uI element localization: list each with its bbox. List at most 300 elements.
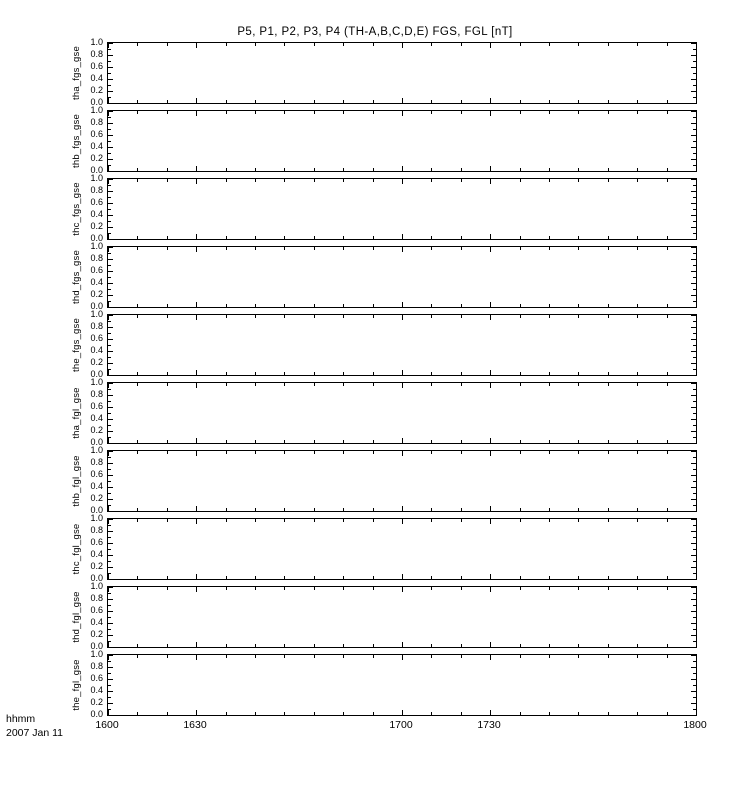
x-axis-minor-tick (226, 712, 227, 715)
x-axis-minor-tick (284, 451, 285, 454)
x-axis-minor-tick (226, 383, 227, 386)
x-axis-minor-tick (578, 372, 579, 375)
x-axis-minor-tick (255, 43, 256, 46)
y-axis-tick (108, 351, 113, 352)
y-axis-minor-tick (693, 117, 696, 118)
x-axis-minor-tick (549, 508, 550, 511)
x-axis-minor-tick (667, 315, 668, 318)
x-axis-minor-tick (549, 43, 550, 46)
y-axis-minor-tick (108, 73, 111, 74)
x-axis-minor-tick (255, 519, 256, 522)
x-axis-minor-tick (284, 508, 285, 511)
x-axis-minor-tick (608, 655, 609, 658)
y-axis-title: thc_fgl_gse (71, 523, 82, 575)
x-axis-minor-tick (520, 712, 521, 715)
plot-panel-canvas (108, 519, 696, 579)
y-axis-tick-label: 0.2 (90, 493, 103, 503)
y-axis-tick (108, 283, 113, 284)
plot-panel (107, 42, 697, 104)
x-axis-minor-tick (343, 372, 344, 375)
y-axis-tick (691, 395, 696, 396)
x-axis-minor-tick (373, 111, 374, 114)
x-axis-minor-tick (373, 655, 374, 658)
y-axis-minor-tick (693, 425, 696, 426)
y-axis-minor-tick (108, 333, 111, 334)
x-axis-minor-tick (461, 111, 462, 114)
x-axis-tick (108, 506, 109, 511)
x-axis-minor-tick (284, 43, 285, 46)
x-axis-minor-tick (549, 236, 550, 239)
x-axis-minor-tick (608, 372, 609, 375)
y-axis-minor-tick (693, 481, 696, 482)
y-axis-tick (691, 307, 696, 308)
x-axis-tick (108, 166, 109, 171)
x-axis-minor-tick (226, 372, 227, 375)
x-axis-minor-tick (255, 576, 256, 579)
y-axis-tick (691, 271, 696, 272)
x-axis-minor-tick (667, 712, 668, 715)
x-axis-minor-tick (637, 247, 638, 250)
x-axis-tick-label: 1800 (683, 719, 707, 731)
x-axis-minor-tick (373, 43, 374, 46)
y-axis-title: thb_fgl_gse (71, 455, 82, 507)
y-axis-tick (691, 611, 696, 612)
x-axis-minor-tick (520, 655, 521, 658)
y-axis-minor-tick (693, 253, 696, 254)
x-axis-minor-tick (431, 440, 432, 443)
x-axis-minor-tick (549, 383, 550, 386)
y-axis-tick (108, 147, 113, 148)
x-axis-minor-tick (461, 247, 462, 250)
y-axis-tick (108, 475, 113, 476)
y-axis-minor-tick (693, 629, 696, 630)
x-axis-tick (402, 234, 403, 239)
x-axis-minor-tick (137, 179, 138, 182)
y-axis-tick-label: 0.6 (90, 265, 103, 275)
x-axis-minor-tick (255, 712, 256, 715)
x-axis-minor-tick (226, 644, 227, 647)
y-axis-tick (108, 203, 113, 204)
x-axis-minor-tick (255, 655, 256, 658)
x-axis-tick (490, 234, 491, 239)
x-axis-minor-tick (226, 315, 227, 318)
x-axis-minor-tick (549, 587, 550, 590)
y-axis-tick (691, 679, 696, 680)
x-axis-tick (402, 111, 403, 116)
x-axis-minor-tick (578, 179, 579, 182)
x-axis-minor-tick (255, 383, 256, 386)
y-axis-tick (108, 555, 113, 556)
x-axis-minor-tick (431, 372, 432, 375)
x-axis-minor-tick (520, 236, 521, 239)
x-axis-tick (696, 370, 697, 375)
y-axis-minor-tick (108, 537, 111, 538)
plot-panel (107, 246, 697, 308)
x-axis-minor-tick (343, 247, 344, 250)
y-axis-minor-tick (108, 457, 111, 458)
x-axis-minor-tick (284, 304, 285, 307)
x-axis-tick (108, 98, 109, 103)
y-axis-tick (691, 339, 696, 340)
x-axis-tick (196, 710, 197, 715)
y-axis-tick-label: 0.4 (90, 73, 103, 83)
x-axis-minor-tick (578, 451, 579, 454)
y-axis-tick-label: 0.2 (90, 357, 103, 367)
x-axis-minor-tick (284, 440, 285, 443)
x-axis-tick (402, 574, 403, 579)
x-axis-minor-tick (608, 43, 609, 46)
x-axis-minor-tick (373, 315, 374, 318)
x-axis-tick (490, 438, 491, 443)
x-axis-minor-tick (167, 372, 168, 375)
plot-panel-canvas (108, 655, 696, 715)
x-axis-minor-tick (343, 576, 344, 579)
x-axis-minor-tick (549, 179, 550, 182)
y-axis-minor-tick (108, 697, 111, 698)
x-axis-minor-tick (578, 100, 579, 103)
x-axis-minor-tick (226, 304, 227, 307)
y-axis-tick (691, 499, 696, 500)
x-axis-minor-tick (549, 576, 550, 579)
x-axis-minor-tick (520, 372, 521, 375)
x-axis-minor-tick (637, 712, 638, 715)
y-axis-minor-tick (108, 209, 111, 210)
x-axis-minor-tick (373, 168, 374, 171)
y-axis-tick (108, 307, 113, 308)
x-axis-minor-tick (461, 519, 462, 522)
x-axis-minor-tick (314, 168, 315, 171)
x-axis-minor-tick (608, 304, 609, 307)
x-axis-minor-tick (137, 111, 138, 114)
y-axis-tick (691, 79, 696, 80)
x-axis-tick (108, 710, 109, 715)
x-axis-minor-tick (343, 100, 344, 103)
x-axis-tick (490, 98, 491, 103)
y-axis-tick (691, 475, 696, 476)
y-axis-tick (108, 511, 113, 512)
x-axis-minor-tick (255, 587, 256, 590)
x-axis-minor-tick (284, 576, 285, 579)
y-axis-minor-tick (108, 253, 111, 254)
plot-panel-canvas (108, 451, 696, 511)
x-axis-minor-tick (284, 236, 285, 239)
y-axis-tick (691, 531, 696, 532)
x-axis-tick (108, 111, 109, 116)
x-axis-minor-tick (314, 508, 315, 511)
y-axis-tick (108, 215, 113, 216)
y-axis-tick (691, 215, 696, 216)
y-axis-tick-label: 0.4 (90, 345, 103, 355)
y-axis-tick-label: 0.4 (90, 141, 103, 151)
x-axis-minor-tick (461, 383, 462, 386)
x-axis-tick (402, 315, 403, 320)
x-axis-tick (402, 642, 403, 647)
y-axis-tick (691, 351, 696, 352)
x-axis-minor-tick (667, 111, 668, 114)
x-axis-minor-tick (373, 100, 374, 103)
x-axis-tick (108, 383, 109, 388)
y-axis-title: the_fgl_gse (71, 659, 82, 711)
x-axis-minor-tick (431, 304, 432, 307)
y-axis-minor-tick (693, 661, 696, 662)
x-axis-tick (490, 655, 491, 660)
y-axis-minor-tick (693, 537, 696, 538)
x-axis-tick (490, 166, 491, 171)
time-axis-unit-label: hhmm (6, 713, 36, 725)
x-axis-minor-tick (343, 587, 344, 590)
x-axis-tick (696, 438, 697, 443)
y-axis-minor-tick (108, 49, 111, 50)
y-axis-title: tha_fgl_gse (71, 387, 82, 439)
x-axis-tick (490, 179, 491, 184)
x-axis-minor-tick (608, 587, 609, 590)
x-axis-minor-tick (343, 451, 344, 454)
x-axis-tick (402, 506, 403, 511)
x-axis-minor-tick (167, 644, 168, 647)
plot-panel (107, 382, 697, 444)
chart-title: P5, P1, P2, P3, P4 (TH-A,B,C,D,E) FGS, FGL [nT] (237, 26, 513, 38)
y-axis-tick-label: 0.6 (90, 333, 103, 343)
x-axis-tick (490, 370, 491, 375)
y-axis-tick-label: 1.0 (90, 105, 103, 115)
x-axis-minor-tick (431, 315, 432, 318)
x-axis-tick (196, 519, 197, 524)
y-axis-minor-tick (693, 289, 696, 290)
x-axis-tick (696, 710, 697, 715)
x-axis-minor-tick (549, 644, 550, 647)
y-axis-minor-tick (693, 697, 696, 698)
x-axis-tick (490, 315, 491, 320)
y-axis-tick (691, 555, 696, 556)
x-axis-minor-tick (637, 372, 638, 375)
plot-panel-canvas (108, 179, 696, 239)
x-axis-tick (490, 710, 491, 715)
y-axis-minor-tick (693, 685, 696, 686)
y-axis-tick (108, 667, 113, 668)
y-axis-minor-tick (108, 389, 111, 390)
x-axis-minor-tick (314, 304, 315, 307)
x-axis-tick (108, 587, 109, 592)
x-axis-minor-tick (578, 440, 579, 443)
y-axis-tick (691, 67, 696, 68)
y-axis-tick-label: 0.8 (90, 457, 103, 467)
y-axis-tick (691, 715, 696, 716)
y-axis-tick-label: 0.8 (90, 389, 103, 399)
x-axis-tick (108, 247, 109, 252)
y-axis-minor-tick (693, 141, 696, 142)
x-axis-tick (696, 302, 697, 307)
x-axis-minor-tick (255, 451, 256, 454)
y-axis-tick (108, 487, 113, 488)
x-axis-minor-tick (461, 576, 462, 579)
y-axis-tick (691, 239, 696, 240)
x-axis-minor-tick (520, 111, 521, 114)
x-axis-minor-tick (167, 655, 168, 658)
x-axis-minor-tick (314, 315, 315, 318)
x-axis-tick (108, 315, 109, 320)
y-axis-tick-label: 0.2 (90, 85, 103, 95)
y-axis-tick (108, 55, 113, 56)
y-axis-tick-label: 0.0 (90, 573, 103, 583)
y-axis-tick-label: 1.0 (90, 241, 103, 251)
x-axis-minor-tick (608, 712, 609, 715)
x-axis-minor-tick (314, 587, 315, 590)
y-axis-tick (108, 599, 113, 600)
x-axis-minor-tick (461, 451, 462, 454)
y-axis-tick (108, 271, 113, 272)
y-axis-tick-label: 0.2 (90, 221, 103, 231)
x-axis-minor-tick (520, 576, 521, 579)
x-axis-minor-tick (520, 168, 521, 171)
y-axis-tick (691, 171, 696, 172)
y-axis-tick (691, 227, 696, 228)
x-axis-minor-tick (637, 587, 638, 590)
y-axis-tick (108, 463, 113, 464)
x-axis-minor-tick (608, 519, 609, 522)
x-axis-tick (402, 247, 403, 252)
x-axis-tick (196, 234, 197, 239)
x-axis-tick (696, 43, 697, 48)
y-axis-tick-label: 0.0 (90, 709, 103, 719)
x-axis-minor-tick (520, 43, 521, 46)
x-axis-minor-tick (314, 644, 315, 647)
y-axis-minor-tick (693, 153, 696, 154)
plot-panel (107, 314, 697, 376)
x-axis-minor-tick (167, 576, 168, 579)
y-axis-minor-tick (108, 265, 111, 266)
x-axis-minor-tick (578, 247, 579, 250)
x-axis-minor-tick (343, 179, 344, 182)
x-axis-minor-tick (637, 508, 638, 511)
y-axis-tick (691, 147, 696, 148)
x-axis-minor-tick (431, 168, 432, 171)
x-axis-minor-tick (431, 43, 432, 46)
y-axis-tick (108, 703, 113, 704)
x-axis-tick (196, 111, 197, 116)
y-axis-tick (108, 635, 113, 636)
x-axis-minor-tick (431, 519, 432, 522)
x-axis-minor-tick (314, 712, 315, 715)
y-axis-tick-label: 0.6 (90, 605, 103, 615)
x-axis-minor-tick (226, 247, 227, 250)
x-axis-minor-tick (608, 576, 609, 579)
plot-panel-canvas (108, 587, 696, 647)
x-axis-tick (696, 166, 697, 171)
y-axis-tick (108, 339, 113, 340)
y-axis-minor-tick (693, 209, 696, 210)
x-axis-tick (196, 302, 197, 307)
y-axis-tick-label: 0.6 (90, 401, 103, 411)
y-axis-tick (108, 407, 113, 408)
y-axis-tick-label: 0.2 (90, 561, 103, 571)
x-axis-minor-tick (226, 168, 227, 171)
x-axis-tick (108, 574, 109, 579)
x-axis-minor-tick (667, 100, 668, 103)
x-axis-minor-tick (255, 508, 256, 511)
y-axis-tick (691, 703, 696, 704)
x-axis-minor-tick (137, 168, 138, 171)
y-axis-tick (108, 227, 113, 228)
y-axis-minor-tick (108, 413, 111, 414)
x-axis-minor-tick (343, 519, 344, 522)
y-axis-tick (108, 531, 113, 532)
x-axis-minor-tick (549, 712, 550, 715)
x-axis-tick (196, 370, 197, 375)
x-axis-minor-tick (637, 236, 638, 239)
x-axis-tick (402, 587, 403, 592)
x-axis-tick (108, 302, 109, 307)
x-axis-tick (196, 383, 197, 388)
y-axis-tick (108, 363, 113, 364)
x-axis-tick (696, 506, 697, 511)
y-axis-tick-label: 0.2 (90, 153, 103, 163)
x-axis-minor-tick (461, 587, 462, 590)
y-axis-minor-tick (693, 493, 696, 494)
y-axis-tick-label: 0.2 (90, 425, 103, 435)
x-axis-tick (490, 111, 491, 116)
y-axis-tick-label: 0.0 (90, 97, 103, 107)
x-axis-minor-tick (167, 440, 168, 443)
x-axis-minor-tick (431, 712, 432, 715)
y-axis-tick (691, 599, 696, 600)
x-axis-minor-tick (137, 315, 138, 318)
y-axis-minor-tick (108, 617, 111, 618)
x-axis-minor-tick (226, 655, 227, 658)
x-axis-minor-tick (637, 179, 638, 182)
x-axis-minor-tick (314, 372, 315, 375)
y-axis-tick-label: 0.6 (90, 129, 103, 139)
plot-panel (107, 518, 697, 580)
y-axis-tick (691, 55, 696, 56)
x-axis-minor-tick (137, 247, 138, 250)
x-axis-minor-tick (314, 43, 315, 46)
x-axis-minor-tick (578, 315, 579, 318)
y-axis-tick (108, 259, 113, 260)
x-axis-minor-tick (284, 383, 285, 386)
x-axis-minor-tick (343, 43, 344, 46)
x-axis-tick (490, 519, 491, 524)
x-axis-minor-tick (284, 111, 285, 114)
y-axis-tick-label: 0.6 (90, 537, 103, 547)
x-axis-minor-tick (431, 508, 432, 511)
x-axis-minor-tick (549, 111, 550, 114)
plot-area (71, 37, 697, 719)
y-axis-minor-tick (108, 289, 111, 290)
y-axis-tick-label: 0.2 (90, 289, 103, 299)
x-axis-minor-tick (461, 100, 462, 103)
x-axis-tick (490, 383, 491, 388)
y-axis-tick-label: 0.6 (90, 673, 103, 683)
x-axis-minor-tick (578, 519, 579, 522)
y-axis-minor-tick (108, 221, 111, 222)
x-axis-minor-tick (284, 712, 285, 715)
x-axis-minor-tick (578, 576, 579, 579)
x-axis-minor-tick (167, 383, 168, 386)
x-axis-minor-tick (431, 111, 432, 114)
x-axis-minor-tick (461, 655, 462, 658)
date-label: 2007 Jan 11 (6, 727, 64, 739)
x-axis-minor-tick (667, 43, 668, 46)
x-axis-minor-tick (667, 383, 668, 386)
y-axis-minor-tick (108, 357, 111, 358)
y-axis-minor-tick (693, 321, 696, 322)
y-axis-title: thd_fgs_gse (71, 250, 82, 304)
y-axis-tick (108, 623, 113, 624)
y-axis-tick-label: 0.8 (90, 525, 103, 535)
y-axis-title: tha_fgs_gse (71, 46, 82, 100)
x-axis-minor-tick (137, 100, 138, 103)
x-axis-tick (108, 519, 109, 524)
